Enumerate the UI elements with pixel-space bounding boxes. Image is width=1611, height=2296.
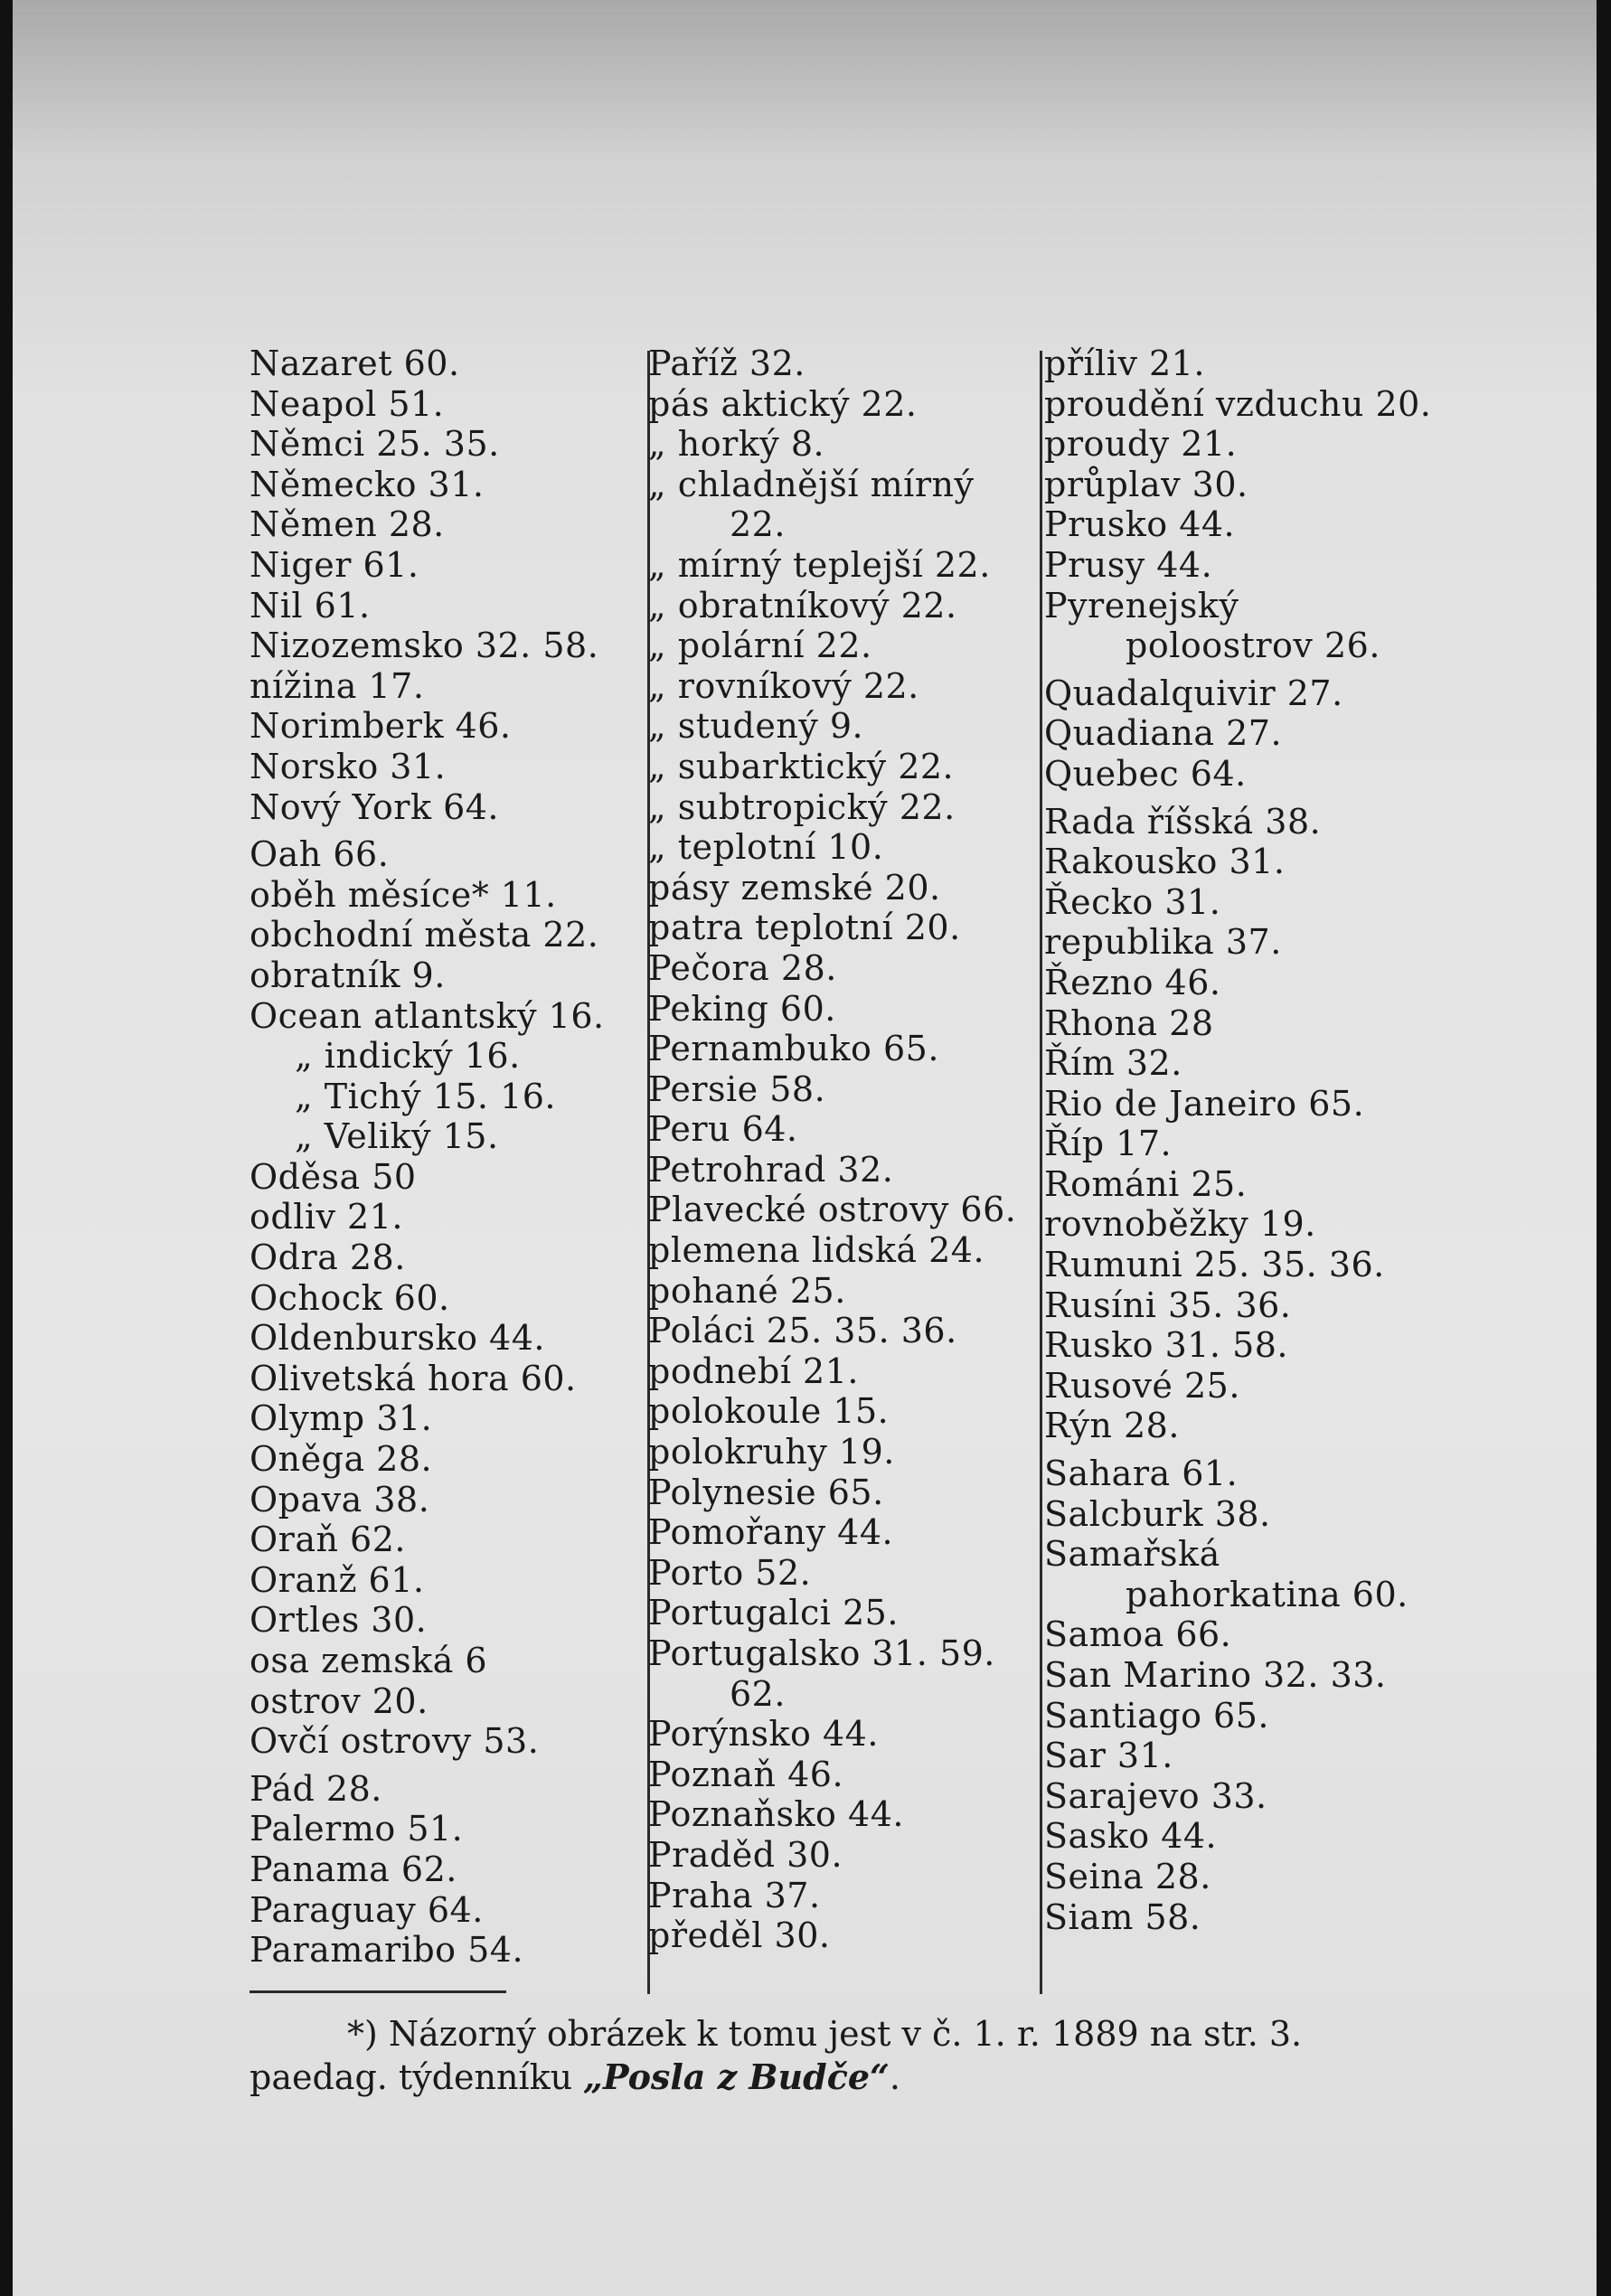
index-entry: proudy 21. — [1044, 424, 1238, 465]
index-entry: Samařská pahorkatina 60. — [1044, 1534, 1408, 1614]
index-entry: oběh měsíce* 11. — [250, 874, 557, 915]
index-entry: Portugalci 25. — [648, 1593, 899, 1633]
index-entry: Rada říšská 38. — [1044, 801, 1322, 842]
index-entry: Sarajevo 33. — [1044, 1775, 1267, 1816]
index-entry: „ rovníkový 22. — [648, 665, 919, 706]
index-entry: Opava 38. — [250, 1479, 430, 1520]
index-entry: republika 37. — [1044, 922, 1282, 963]
index-entry: „ obratníkový 22. — [648, 585, 957, 626]
index-entry: nížina 17. — [250, 665, 425, 706]
index-entry: Němen 28. — [250, 504, 445, 545]
index-entry: Oněga 28. — [250, 1439, 433, 1480]
index-entry: Nový York 64. — [250, 786, 500, 827]
index-entry: Seina 28. — [1044, 1856, 1211, 1896]
index-entry: Paraguay 64. — [250, 1889, 484, 1930]
index-entry: „ polární 22. — [648, 626, 872, 666]
footnote-periodical-title: „Posla z Budče“ — [583, 2056, 890, 2097]
index-entry: „ subtropický 22. — [648, 786, 956, 827]
index-entry: Norsko 31. — [250, 746, 447, 786]
index-entry: Nil 61. — [250, 585, 371, 626]
index-entry: Quadiana 27. — [1044, 713, 1283, 754]
index-entry: Ocean atlantský 16. — [250, 995, 605, 1036]
index-entry: Řím 32. — [1044, 1043, 1182, 1084]
index-entry: Sar 31. — [1044, 1736, 1173, 1776]
index-entry: Rusové 25. — [1044, 1365, 1240, 1406]
index-entry: Olymp 31. — [250, 1398, 433, 1439]
index-entry: Palermo 51. — [250, 1809, 464, 1849]
index-entry: Ochock 60. — [250, 1277, 450, 1318]
index-entry: pásy zemské 20. — [648, 867, 941, 908]
index-entry: Plavecké ostrovy 66. — [648, 1190, 1017, 1230]
index-entry: Řecko 31. — [1044, 881, 1221, 922]
index-entry: Oranž 61. — [250, 1559, 425, 1600]
index-entry: Olivetská hora 60. — [250, 1358, 577, 1398]
index-entry: Německo 31. — [250, 464, 485, 504]
index-entry: podnebí 21. — [648, 1350, 859, 1391]
index-entry: Poznaňsko 44. — [648, 1794, 904, 1835]
index-entry: „ chladnější mírný 22. — [648, 464, 975, 545]
index-entry: průplav 30. — [1044, 464, 1248, 504]
index-entry: Poláci 25. 35. 36. — [648, 1311, 957, 1351]
index-entry: Nizozemsko 32. 58. — [250, 626, 599, 666]
index-entry: Rusíni 35. 36. — [1044, 1284, 1292, 1325]
index-entry: Pád 28. — [250, 1768, 382, 1809]
index-entry: pohané 25. — [648, 1270, 846, 1311]
index-entry: Praha 37. — [648, 1875, 821, 1915]
index-entry: Pernambuko 65. — [648, 1029, 939, 1069]
index-entry: Peru 64. — [648, 1109, 798, 1150]
index-entry: „ Veliký 15. — [295, 1116, 499, 1157]
index-entry: plemena lidská 24. — [648, 1230, 985, 1271]
index-entry: Oraň 62. — [250, 1520, 406, 1560]
index-entry: Polynesie 65. — [648, 1472, 884, 1512]
index-entry: ostrov 20. — [250, 1680, 429, 1721]
index-entry: „ Tichý 15. 16. — [295, 1076, 557, 1116]
index-entry: polokoule 15. — [648, 1391, 890, 1432]
index-entry: Samoa 66. — [1044, 1614, 1232, 1655]
index-entry: Paříž 32. — [648, 343, 806, 383]
footnote-line-2-text: paedag. týdenníku — [250, 2057, 584, 2097]
footnote-rule — [250, 1990, 506, 1993]
index-column-2 — [648, 343, 1037, 1956]
index-entry: rovnoběžky 19. — [1044, 1204, 1316, 1245]
index-entry: Santiago 65. — [1044, 1695, 1269, 1736]
index-entry: Rusko 31. 58. — [1044, 1325, 1289, 1366]
index-entry: Ovčí ostrovy 53. — [250, 1721, 540, 1762]
index-entry: „ teplotní 10. — [648, 827, 884, 868]
index-entry: Neapol 51. — [250, 383, 445, 424]
index-entry: pás aktický 22. — [648, 383, 918, 424]
index-entry: odliv 21. — [250, 1197, 403, 1237]
index-entry: Oděsa 50 — [250, 1156, 417, 1197]
page — [13, 0, 1597, 2296]
index-entry: Rakousko 31. — [1044, 842, 1286, 882]
index-entry: předěl 30. — [648, 1915, 831, 1956]
index-entry: Siam 58. — [1044, 1896, 1201, 1937]
index-entry: Pečora 28. — [648, 947, 837, 988]
index-entry: příliv 21. — [1044, 343, 1205, 383]
footnote-line-1: *) Názorný obrázek k tomu jest v č. 1. r. 1889 na str. 3. — [347, 2014, 1303, 2054]
index-entry: Pomořany 44. — [648, 1512, 894, 1553]
index-entry: proudění vzduchu 20. — [1044, 383, 1432, 424]
footnote — [250, 2012, 1425, 2099]
index-entry: Petrohrad 32. — [648, 1149, 894, 1190]
index-entry: Prusko 44. — [1044, 504, 1236, 545]
index-entry: Oah 66. — [250, 834, 390, 875]
index-entry: Odra 28. — [250, 1237, 406, 1278]
index-entry: Niger 61. — [250, 544, 419, 585]
index-entry: „ indický 16. — [295, 1036, 521, 1077]
index-entry: Paramaribo 54. — [250, 1930, 524, 1971]
column-divider-2 — [1040, 351, 1042, 1994]
index-entry: Sasko 44. — [1044, 1816, 1218, 1857]
index-entry: osa zemská 6 — [250, 1641, 488, 1680]
index-column-3 — [1044, 343, 1433, 1937]
index-entry: obchodní města 22. — [250, 915, 599, 955]
index-entry: Quebec 64. — [1044, 753, 1247, 794]
index-entry: Nazaret 60. — [250, 343, 460, 383]
index-entry: Portugalsko 31. 59. 62. — [648, 1633, 995, 1714]
footnote-line-2-end: . — [889, 2057, 900, 2097]
index-entry: obratník 9. — [250, 955, 446, 995]
index-column-1 — [250, 343, 629, 1971]
index-entry: Prusy 44. — [1044, 544, 1213, 585]
index-entry: Quadalquivir 27. — [1044, 673, 1343, 713]
index-entry: Oldenbursko 44. — [250, 1318, 545, 1359]
index-entry: patra teplotní 20. — [648, 908, 961, 948]
index-entry: Rhona 28 — [1044, 1002, 1214, 1043]
index-entry: Panama 62. — [250, 1849, 457, 1889]
index-entry: Poznaň 46. — [648, 1754, 844, 1794]
index-entry: „ subarktický 22. — [648, 746, 955, 786]
index-entry: Řezno 46. — [1044, 962, 1221, 1002]
index-entry: Peking 60. — [648, 988, 836, 1029]
index-entry: Porýnsko 44. — [648, 1714, 879, 1755]
index-entry: „ horký 8. — [648, 424, 825, 465]
index-entry: „ studený 9. — [648, 706, 864, 747]
index-entry: Rio de Janeiro 65. — [1044, 1083, 1365, 1124]
index-entry: Persie 58. — [648, 1068, 826, 1109]
index-entry: Sahara 61. — [1044, 1454, 1239, 1494]
index-entry: Salcburk 38. — [1044, 1493, 1271, 1534]
index-entry: Románi 25. — [1044, 1163, 1248, 1204]
index-entry: Rýn 28. — [1044, 1406, 1180, 1446]
index-entry: „ mírný teplejší 22. — [648, 544, 991, 585]
index-entry: Ortles 30. — [250, 1600, 428, 1641]
index-entry: San Marino 32. 33. — [1044, 1655, 1387, 1695]
index-entry: Němci 25. 35. — [250, 424, 500, 465]
index-entry: Norimberk 46. — [250, 706, 512, 747]
index-entry: Praděd 30. — [648, 1834, 843, 1875]
index-entry: polokruhy 19. — [648, 1432, 895, 1473]
index-entry: Pyrenejský poloostrov 26. — [1044, 585, 1380, 666]
index-entry: Říp 17. — [1044, 1124, 1173, 1164]
index-entry: Porto 52. — [648, 1552, 812, 1593]
index-entry: Rumuni 25. 35. 36. — [1044, 1245, 1385, 1285]
